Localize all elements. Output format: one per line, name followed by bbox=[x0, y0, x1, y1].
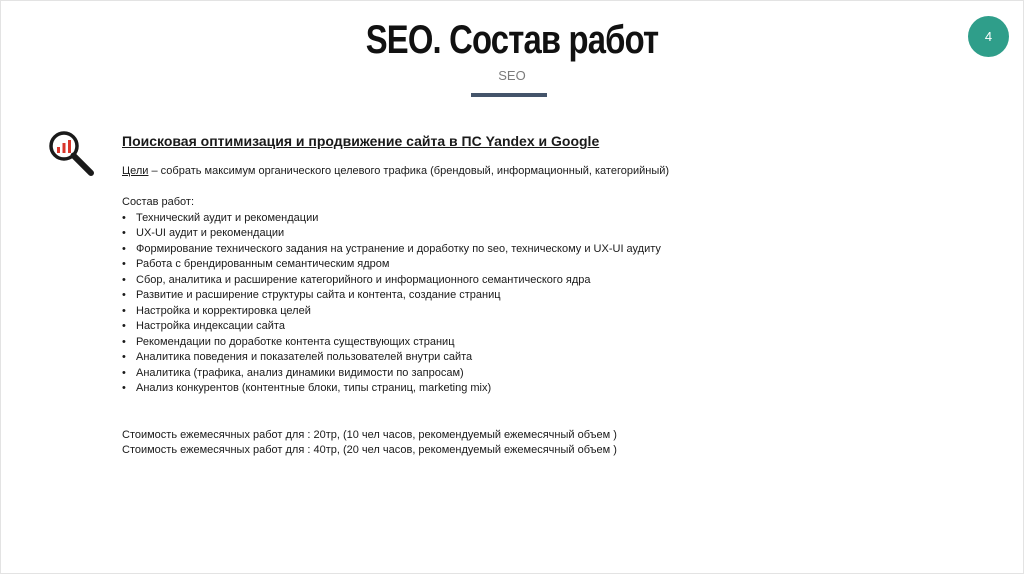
list-item: • Работа с брендированным семантическим ядром bbox=[122, 257, 982, 273]
list-item: • UX-UI аудит и рекомендации bbox=[122, 226, 982, 242]
price-line: Стоимость ежемесячных работ для : 40тр, (20 чел часов, рекомендуемый ежемесячный объем ) bbox=[122, 444, 617, 456]
list-item: • Настройка индексации сайта bbox=[122, 319, 982, 335]
slide-title: SEO. Состав работ bbox=[365, 18, 659, 62]
list-item: • Технический аудит и рекомендации bbox=[122, 211, 982, 227]
section-heading: Поисковая оптимизация и продвижение сайта в ПС Yandex и Google bbox=[122, 133, 600, 149]
price-line: Стоимость ежемесячных работ для : 20тр, (10 чел часов, рекомендуемый ежемесячный объем ) bbox=[122, 428, 617, 441]
list-item: • Анализ конкурентов (контентные блоки, типы страниц, marketing mix) bbox=[122, 381, 982, 397]
list-item: • Развитие и расширение структуры сайта и контента, создание страниц bbox=[122, 288, 982, 304]
goals-paragraph bbox=[122, 164, 982, 180]
list-item: • Аналитика поведения и показателей пользователей внутри сайта bbox=[122, 350, 982, 366]
goals-text: – собрать максимум органического целевого трафика (брендовый, информационный, категорийный) bbox=[148, 164, 670, 177]
list-item: • Формирование технического задания на устранение и доработку по seo, техническому и UX-UI аудиту bbox=[122, 242, 982, 258]
subtitle-underline bbox=[471, 93, 547, 97]
prices-block bbox=[122, 428, 982, 459]
goals-label: Цели bbox=[122, 164, 149, 177]
list-item: • Настройка и корректировка целей bbox=[122, 304, 982, 320]
slide-subtitle: SEO bbox=[498, 68, 526, 83]
list-item: • Сбор, аналитика и расширение категорийного и информационного семантического ядра bbox=[122, 273, 982, 289]
search-analytics-icon bbox=[46, 128, 98, 180]
works-title: Состав работ: bbox=[122, 196, 194, 208]
works-list bbox=[122, 211, 982, 397]
list-item: • Рекомендации по доработке контента существующих страниц bbox=[122, 335, 982, 351]
list-item: • Аналитика (трафика, анализ динамики видимости по запросам) bbox=[122, 366, 982, 382]
content-block bbox=[122, 134, 982, 459]
page-number-badge: 4 bbox=[968, 16, 1009, 57]
